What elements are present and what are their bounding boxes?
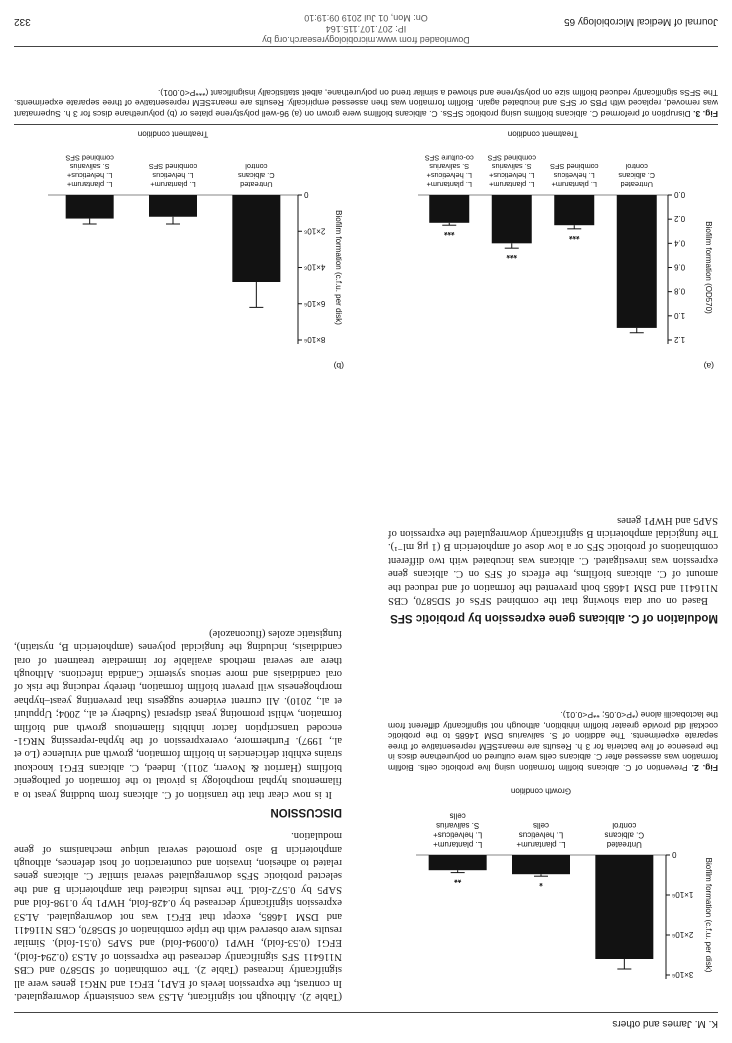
fig2-y-tick-label: 0	[672, 850, 677, 859]
fig3a-category-label-0: UntreatedC. albicanscontrol	[618, 162, 656, 189]
fig3a-x-axis-label: Treatment condition	[507, 129, 579, 139]
footer-rule	[14, 46, 718, 47]
fig3b-y-axis-label: Biofilm formation (c.f.u. per disk)	[334, 210, 343, 325]
fig3a-y-tick-label: 0.6	[674, 262, 686, 272]
fig3a-category-label-3: L. plantarum+L. helveticus+S. salivariusco-culture SFS	[424, 153, 474, 189]
figure-3-rule	[14, 124, 718, 125]
figure-2-caption-text: Prevention of C. albicans biofilm formation using live probiotic cells. Biofilm formation was assessed after C. albicans cells were cultured on polyurethane discs in the presence of live bacteria for 3 h. Results are mean±SEM representative of three separate experiments. The addition of S. salivarius DSM 14685 to the probiotic cocktail did provide greater biofilm inhibition, although not significantly different from the lactobacilli alone (*P<0.05; **P<0.01).	[388, 710, 718, 773]
fig3b-bar-2	[66, 195, 114, 219]
left-column	[14, 626, 342, 1003]
figure-3-caption	[14, 87, 718, 119]
fig2-category-label-2: L. plantarum+L. helveticus+S. salivariuscells	[433, 811, 483, 849]
fig2-category-label-1: L. plantarum+L. helveticuscells	[516, 821, 566, 849]
fig3a-significance-1: ***	[568, 230, 580, 241]
fig2-significance-2: **	[454, 874, 462, 885]
fig3a-y-tick-label: 0.0	[674, 190, 686, 199]
fig3b-bar-0	[232, 195, 280, 282]
fig3b-category-label-0: UntreatedC. albicanscontrol	[238, 162, 275, 189]
figure-2-chart	[388, 775, 718, 1005]
fig3a-y-tick-label: 0.2	[674, 214, 686, 224]
fig3a-significance-3: ***	[443, 227, 455, 238]
fig3b-x-axis-label: Treatment condition	[137, 129, 209, 139]
fig3b-category-label-2: L. plantarum+L. helveticus+S. salivariuscombined SFS	[65, 153, 114, 189]
fig2-x-axis-label: Growth condition	[510, 786, 572, 796]
fig3a-category-label-1: L. plantarum+L. helveticuscombined SFS	[550, 162, 599, 189]
fig3a-y-tick-label: 0.8	[674, 286, 686, 296]
fig3b-category-label-1: L. plantarum+L. helveticuscombined SFS	[148, 162, 198, 189]
fig2-y-axis-label: Biofilm formation (c.f.u. per disk)	[704, 857, 713, 973]
figure-3-caption-text: Disruption of preformed C. albicans biofilms using probiotic SFSs. C. albicans biofilms were grown on (a) 96-well polystyrene plates or (b) polyurethane discs for 3 h. Supernatant was removed, replaced with PBS or SFS and incubated again. Biofilm formation was then assessed empirically. Results are mean±SEM representative of three separate experiments. The SFSs significantly reduced biofilm size on polystyrene and showed a similar trend on polyurethane, albeit statistically insignificant (***P<0.001).	[14, 87, 718, 119]
figure-2-caption	[388, 709, 718, 773]
fig2-y-tick-label: 1×10⁶	[672, 890, 694, 899]
figure-3-label: Fig. 3.	[693, 109, 718, 119]
fig2-y-tick-label: 2×10⁶	[672, 930, 694, 939]
gene-expression-paragraph: Based on our data showing that the combined SFSs of SD5870, CBS N116411 and DSM 14685 both prevented the formation of and reduced the amount of C. albicans biofilms, the effects of SFS on C. albicans gene expression was investigated. C. albicans was incubated with two different combinations of probiotic SFS or a low dose of amphotericin B (1 μg ml⁻¹). The fungicidal amphotericin B significantly downregulated the expression of SAP5 and HWP1 genes	[388, 514, 718, 606]
fig3b-y-tick-label: 8×10⁶	[304, 335, 326, 344]
fig2-bar-1	[512, 855, 570, 874]
fig3b-y-tick-label: 2×10⁶	[304, 226, 326, 236]
fig3b-y-tick-label: 0	[304, 190, 309, 199]
figure-3b-chart	[14, 125, 348, 375]
download-line-3: On: Mon, 01 Jul 2019 09:19:10	[304, 13, 428, 23]
fig3a-panel-label: (a)	[703, 361, 714, 371]
figure-2-label: Fig. 2.	[691, 763, 718, 773]
figure-3a-chart	[378, 125, 718, 375]
fig3a-y-tick-label: 1.2	[674, 335, 686, 344]
right-column	[388, 513, 718, 625]
fig2-bar-2	[429, 855, 487, 870]
fig3a-bar-1	[554, 195, 594, 225]
fig3a-y-axis-label: Biofilm formation (OD570)	[704, 221, 713, 314]
fig3a-category-label-2: L. plantarum+L. helveticus+S. salivariuscombined SFS	[487, 153, 536, 189]
fig3b-panel-label: (b)	[333, 361, 344, 371]
fig2-bar-0	[595, 855, 653, 959]
fig3b-y-tick-label: 4×10⁶	[304, 262, 326, 272]
results-paragraph: (Table 2). Although not significant, ALS3 was consistently downregulated. In contrast, the expression levels of EAP1, EFG1 and NRG1 genes were all significantly increased (Table 2). The combination of SD5870 and CBS N116411 SFS significantly decreased the expression of ALS3 (0.294-fold), EFG1 (0.53-fold), HWP1 (0.0094-fold) and SAP5 (0.51-fold). Similar results were observed with the triple combination of SD5870, CBS N116411 and DSM 14685, except that EFG1 was not downregulated. ALS3 expression significantly decreased by 0.428-fold, HWP1 by 0.198-fold and SAP5 by 0.572-fold. The results indicated that amphotericin B and the selected probiotic SFSs downregulated several similar C. albicans genes related to adhesion, invasion and counteraction of host defences, although amphotericin B also promoted several unique mechanisms of gene modulation.	[14, 830, 342, 1002]
fig3b-y-tick-label: 6×10⁶	[304, 298, 326, 308]
fig2-category-label-0: UntreatedC. albicanscontrol	[604, 821, 645, 849]
fig3b-bar-1	[149, 195, 197, 217]
download-line-2: IP: 207.107.115.164	[325, 24, 407, 34]
fig3a-bar-0	[617, 195, 657, 328]
discussion-paragraph: It is now clear that the transition of C. albicans from budding yeast to a filamentous hyphal morphology is pivotal to the formation of pathogenic biofilms (Harriott & Noverr, 2011). Indeed, C. albicans EFG1 knockout strains exhibit deficiencies in biofilm formation, growth and virulence (Lo et al., 1997). Furthermore, overexpression of the hypha-repressing NRG1-encoded transcription factor inhibits filamentous growth and biofilm formation, whilst promoting yeast dispersal (Sudbery et al., 2004; Uppuluri et al., 2010). All current evidence suggests that preventing yeast–hyphae morphogenesis will prevent biofilm formation, thereby reducing the risk of oral candidiasis and more serious systemic Candida infections. Although there are several methods available for immediate treatment of oral candidiasis, including the fungicidal polyenes (amphotericin B, nystatin), fungistatic azoles (fluconazole)	[14, 627, 342, 800]
discussion-heading: DISCUSSION	[270, 805, 342, 818]
fig2-significance-1: *	[539, 878, 543, 889]
page-number: 332	[14, 16, 31, 27]
fig3a-bar-3	[429, 195, 469, 223]
fig3a-bar-2	[492, 195, 532, 243]
fig3a-y-tick-label: 1.0	[674, 310, 686, 320]
fig3a-y-tick-label: 0.4	[674, 238, 686, 248]
header-rule	[14, 1012, 718, 1013]
download-line-1: Downloaded from www.microbiologyresearch.org by	[262, 35, 470, 45]
fig3a-significance-2: ***	[506, 250, 518, 261]
running-head-authors: K. M. James and others	[612, 1018, 718, 1029]
gene-expression-heading: Modulation of C. albicans gene expression by probiotic SFS	[390, 612, 718, 624]
fig2-y-tick-label: 3×10⁶	[672, 970, 694, 979]
running-foot-journal: Journal of Medical Microbiology 65	[564, 16, 718, 27]
